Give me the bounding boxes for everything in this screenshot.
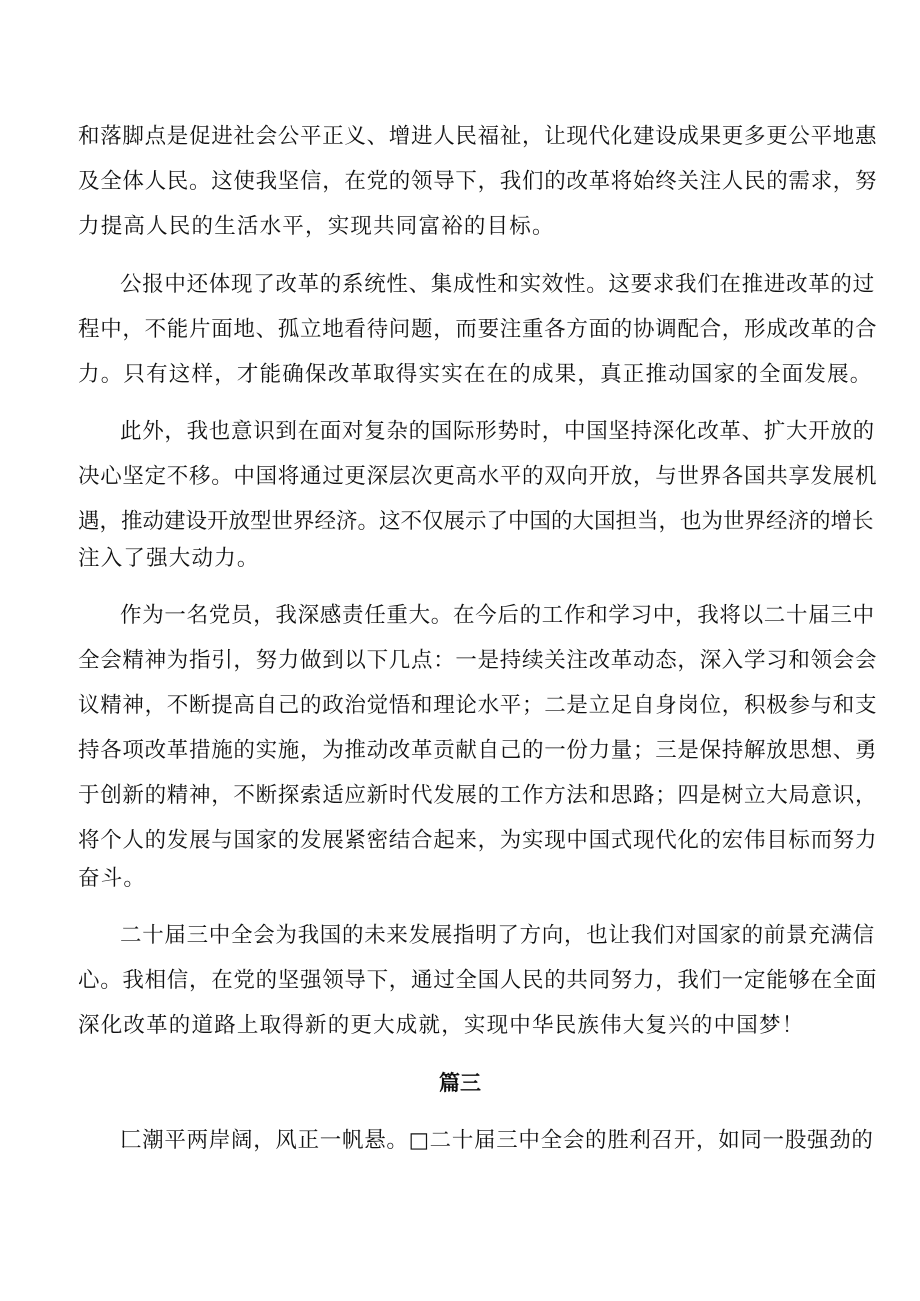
paragraph-line: 二十届三中全会为我国的未来发展指明了方向，也让我们对国家的前景充满信 [120,923,875,948]
paragraph-line: 持各项改革措施的实施，为推动改革贡献自己的一份力量；三是保持解放思想、勇 [78,738,878,763]
section-heading: 篇三 [439,1071,481,1095]
paragraph-line: 注入了强大动力。 [78,546,260,571]
paragraph-line: 力提高人民的生活水平，实现共同富裕的目标。 [78,214,555,239]
paragraph-line: 程中，不能片面地、孤立地看待问题，而要注重各方面的协调配合，形成改革的合 [78,317,878,342]
paragraph-line: 公报中还体现了改革的系统性、集成性和实效性。这要求我们在推进改革的过 [120,272,875,297]
paragraph-line: 全会精神为指引，努力做到以下几点：一是持续关注改革动态，深入学习和领会会 [78,648,878,673]
paragraph-line: 和落脚点是促进社会公平正义、增进人民福祉，让现代化建设成果更多更公平地惠 [78,124,878,149]
paragraph-line: 遇，推动建设开放型世界经济。这不仅展示了中国的大国担当，也为世界经济的增长 [78,509,874,534]
paragraph-line: 力。只有这样，才能确保改革取得实实在在的成果，真正推动国家的全面发展。 [78,362,873,387]
paragraph-line: 深化改革的道路上取得新的更大成就，实现中华民族伟大复兴的中国梦！ [78,1013,805,1038]
paragraph-line: 议精神，不断提高自己的政治觉悟和理论水平；二是立足自身岗位，积极参与和支 [78,693,878,718]
paragraph-line: 此外，我也意识到在面对复杂的国际形势时，中国坚持深化改革、扩大开放的 [120,419,875,444]
paragraph-line: 于创新的精神，不断探索适应新时代发展的工作方法和思路；四是树立大局意识， [78,783,878,808]
paragraph-line: 匚潮平两岸阔，风正一帆悬。□二十届三中全会的胜利召开，如同一股强劲的 [120,1128,874,1153]
paragraph-line: 心。我相信，在党的坚强领导下，通过全国人民的共同努力，我们一定能够在全面 [78,968,878,993]
paragraph-line: 将个人的发展与国家的发展紧密结合起来，为实现中国式现代化的宏伟目标而努力 [78,828,878,853]
paragraph-line: 作为一名党员，我深感责任重大。在今后的工作和学习中，我将以二十届三中 [120,603,875,628]
paragraph-line: 奋斗。 [78,866,147,891]
paragraph-line: 及全体人民。这使我坚信，在党的领导下，我们的改革将始终关注人民的需求，努 [78,169,878,194]
paragraph-line: 决心坚定不移。中国将通过更深层次更高水平的双向开放，与世界各国共享发展机 [78,464,878,489]
